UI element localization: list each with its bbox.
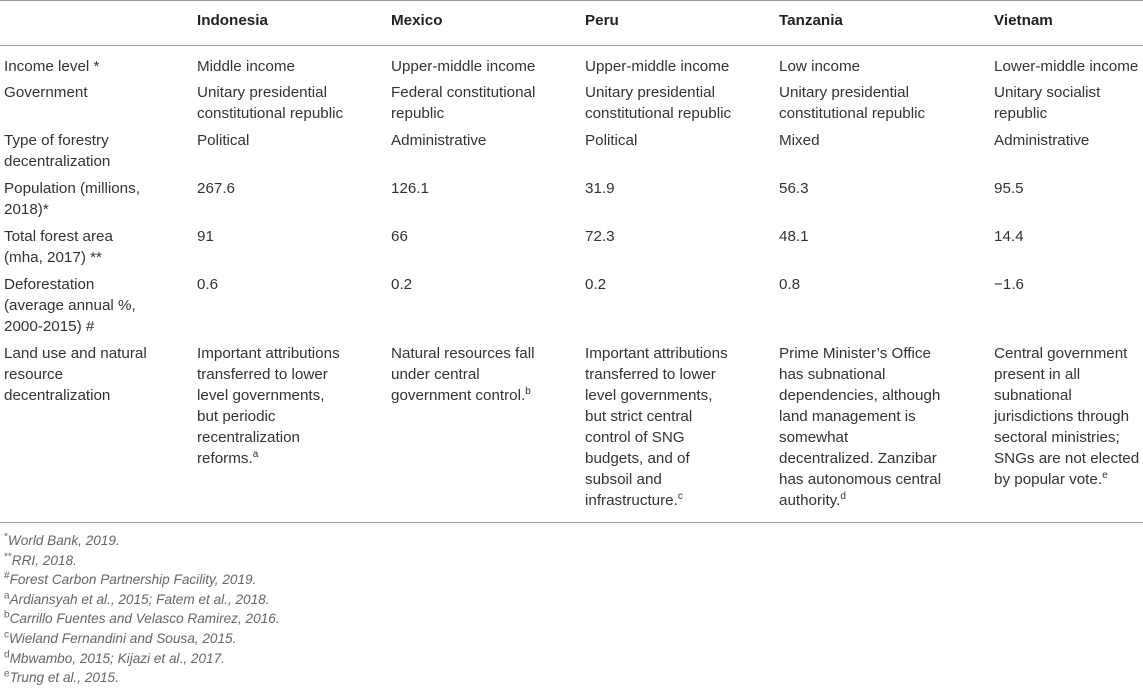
table-cell: 0.2	[585, 276, 607, 293]
table-cell: 56.3	[779, 180, 809, 197]
footnote-marker: b	[525, 385, 531, 397]
header-peru: Peru	[585, 12, 619, 29]
row-label: Government	[4, 84, 88, 101]
table-cell: 91	[197, 228, 214, 245]
header-vietnam: Vietnam	[994, 12, 1053, 29]
table-cell: Federal constitutional republic	[391, 84, 536, 122]
table-cell: Important attributions transferred to lower level governments, but strict central control of SNG budgets, and of subsoil and infrastructure.$^c$	[585, 345, 728, 509]
footnote: *World Bank, 2019.	[4, 531, 120, 548]
header-indonesia: Indonesia	[197, 12, 268, 29]
table-cell: Important attributions transferred to lower level governments, but periodic recentralization reforms.$^a$	[197, 345, 340, 467]
table-cell: 126.1	[391, 180, 430, 197]
table-cell: 66	[391, 228, 408, 245]
header-rule	[0, 45, 1143, 46]
table-cell: Administrative	[994, 132, 1090, 149]
footnote: **RRI, 2018.	[4, 551, 77, 568]
header-tanzania: Tanzania	[779, 12, 843, 29]
row-label: Total forest area (mha, 2017) **	[4, 228, 113, 266]
table-cell: Low income	[779, 58, 861, 75]
footnote-marker: a	[252, 448, 259, 460]
row-label: Population (millions, 2018)*	[4, 180, 140, 218]
table-cell: 0.2	[391, 276, 413, 293]
table-cell: 31.9	[585, 180, 615, 197]
table-cell: 72.3	[585, 228, 615, 245]
row-label: Deforestation (average annual %, 2000-2015) #	[4, 276, 136, 335]
row-label: Type of forestry decentralization	[4, 132, 111, 170]
footnote: $^d$Mbwambo, 2015; Kijazi et al., 2017.	[4, 649, 225, 666]
table-top-rule	[0, 0, 1143, 1]
footnote: $^b$Carrillo Fuentes and Velasco Ramirez, 2016.	[4, 609, 280, 627]
footnote: $^e$Trung et al., 2015.	[4, 668, 119, 686]
table-cell: Central government present in all subnational jurisdictions through sectoral ministries; SNGs are not elected by popular vote.$^e$	[994, 345, 1140, 488]
table-cell: Mixed	[779, 132, 820, 149]
row-label: Land use and natural resource decentralization	[4, 345, 147, 404]
table-cell: 14.4	[994, 228, 1024, 245]
table-cell: −1.6	[994, 276, 1024, 293]
footnote: #Forest Carbon Partnership Facility, 2019.	[4, 570, 257, 588]
header-mexico: Mexico	[391, 12, 443, 29]
footnote: $^a$Ardiansyah et al., 2015; Fatem et al., 2018.	[4, 590, 270, 607]
row-label: Income level *	[4, 58, 100, 75]
table-cell: Unitary presidential constitutional republic	[197, 84, 344, 122]
table-cell: Upper-middle income	[391, 58, 536, 75]
table-cell: Political	[585, 132, 638, 149]
footnote-marker: d	[840, 490, 846, 502]
table-cell: Political	[197, 132, 250, 149]
footnote-marker: e	[1102, 469, 1108, 481]
table-cell: Lower-middle income	[994, 58, 1139, 75]
table-cell: 95.5	[994, 180, 1024, 197]
table-cell: 0.8	[779, 276, 801, 293]
table-cell: Unitary presidential constitutional republic	[779, 84, 926, 122]
table-cell: Administrative	[391, 132, 487, 149]
table-cell: Unitary socialist republic	[994, 84, 1101, 122]
table-cell: 267.6	[197, 180, 236, 197]
table-cell: Prime Minister’s Office has subnational dependencies, although land management is somewhat decentralized. Zanzibar has autonomous central authority.$^d$	[779, 345, 942, 509]
table-cell: Middle income	[197, 58, 295, 75]
footnote: $^c$Wieland Fernandini and Sousa, 2015.	[4, 629, 237, 646]
table-cell: 0.6	[197, 276, 219, 293]
table-cell: Natural resources fall under central government control.$^b$	[391, 345, 535, 404]
footnote-marker: c	[677, 490, 683, 502]
table-cell: 48.1	[779, 228, 809, 245]
table-cell: Upper-middle income	[585, 58, 730, 75]
table-bottom-rule	[0, 522, 1143, 523]
table-cell: Unitary presidential constitutional republic	[585, 84, 732, 122]
